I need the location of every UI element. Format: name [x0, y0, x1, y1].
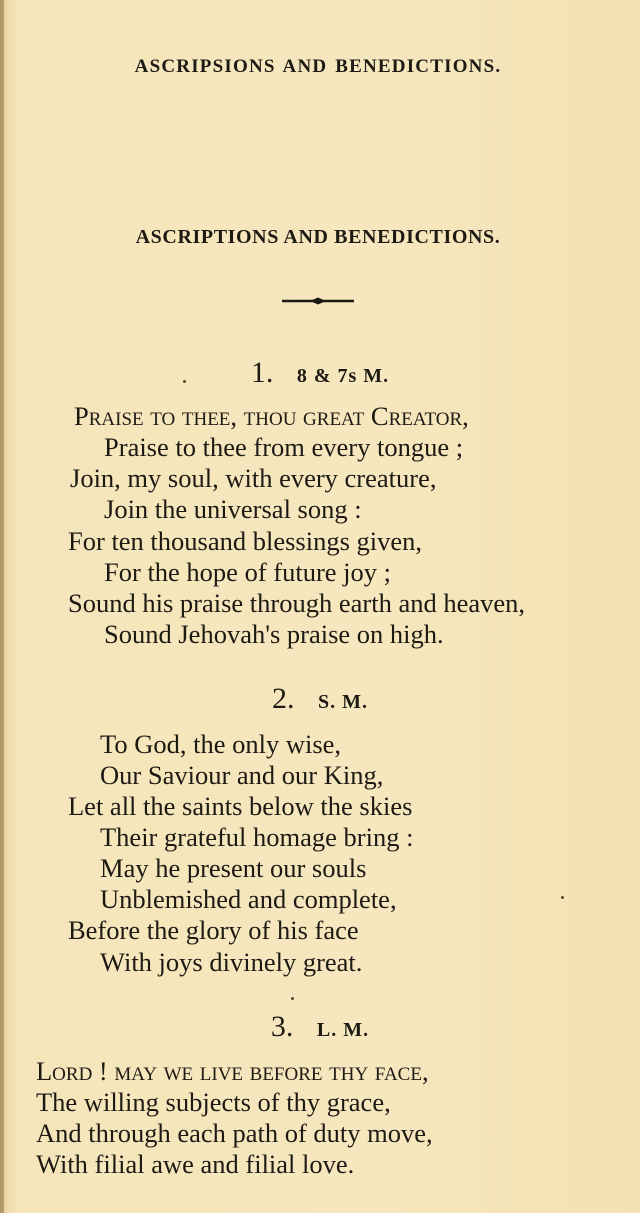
- hymn-2-heading: [0, 682, 640, 716]
- hymn-1-line-6: For the hope of future joy ;: [104, 557, 392, 587]
- hymn-3-heading: [0, 1010, 640, 1044]
- hymn-3-number: 3.: [270, 1010, 294, 1043]
- hymn-1-meter: 8 & 7s M.: [296, 365, 390, 387]
- hymn-1-line-3: Join, my soul, with every creature,: [70, 463, 437, 493]
- running-head: [0, 56, 640, 78]
- hymn-1-line-1-text: Praise to thee, thou great Creator,: [74, 401, 469, 431]
- hymn-3-line-1: [36, 1058, 429, 1085]
- paper-speck: [561, 896, 564, 899]
- section-title: [0, 226, 640, 249]
- hymn-3-line-3: And through each path of duty move,: [36, 1118, 433, 1148]
- hymn-1-line-4: Join the universal song :: [104, 494, 362, 524]
- hymn-2-line-6: Unblemished and complete,: [100, 884, 397, 914]
- hymn-2-line-4: Their grateful homage bring :: [100, 822, 414, 852]
- hymn-2-meter: S. M.: [318, 691, 368, 713]
- hymn-3-line-4: With filial awe and filial love.: [36, 1149, 355, 1179]
- hymn-1-number: 1.: [250, 356, 274, 389]
- hymn-2-line-7: Before the glory of his face: [68, 915, 359, 945]
- hymn-2-line-1: To God, the only wise,: [100, 729, 342, 759]
- hymn-3-line-1-text: Lord ! may we live before thy face,: [36, 1056, 429, 1086]
- paper-speck: [291, 997, 294, 1000]
- hymn-2-line-3: Let all the saints below the skies: [68, 791, 413, 821]
- hymn-2-line-8: With joys divinely great.: [100, 947, 363, 977]
- ornament-divider-icon: [282, 296, 354, 306]
- hymn-1-heading: [0, 356, 640, 390]
- running-head-text: ASCRIPSIONS AND BENEDICTIONS.: [134, 56, 502, 77]
- hymn-2-number: 2.: [272, 682, 295, 715]
- hymn-2-line-5: May he present our souls: [100, 853, 367, 883]
- paper-speck: [183, 380, 186, 383]
- hymn-1-line-7: Sound his praise through earth and heaven,: [68, 588, 526, 618]
- hymn-1-line-5: For ten thousand blessings given,: [68, 526, 423, 556]
- section-title-text: ASCRIPTIONS AND BENEDICTIONS.: [135, 226, 501, 248]
- hymn-1-line-8: Sound Jehovah's praise on high.: [104, 619, 444, 649]
- hymn-2-line-2: Our Saviour and our King,: [100, 760, 384, 790]
- hymn-3-line-2: The willing subjects of thy grace,: [36, 1087, 391, 1117]
- hymn-3-meter: L. M.: [316, 1019, 370, 1041]
- hymn-1-line-1: [74, 403, 469, 430]
- hymn-1-line-2: Praise to thee from every tongue ;: [104, 432, 464, 462]
